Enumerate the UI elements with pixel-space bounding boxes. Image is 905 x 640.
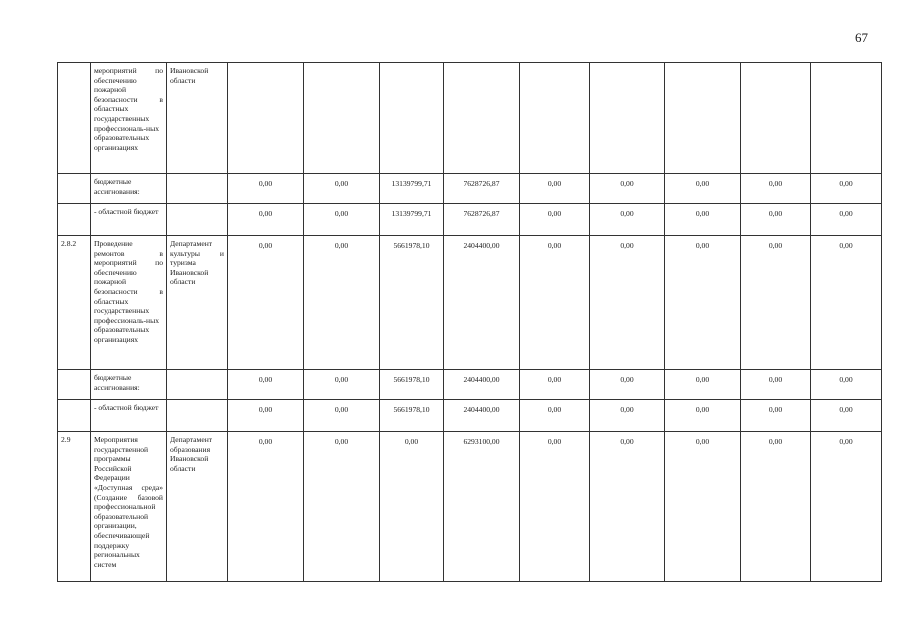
value-cell	[228, 63, 304, 174]
executor-cell	[167, 174, 228, 204]
value-cell: 0,00	[228, 370, 304, 400]
value-cell: 0,00	[520, 174, 590, 204]
value-cell: 7628726,87	[444, 174, 520, 204]
value-cell: 0,00	[665, 432, 741, 582]
value-cell: 0,00	[304, 236, 380, 370]
value-cell: 0,00	[520, 236, 590, 370]
value-cell	[811, 63, 882, 174]
row-number-cell	[58, 400, 91, 432]
table-row	[58, 370, 882, 400]
executor-cell	[167, 204, 228, 236]
value-cell: 0,00	[741, 400, 811, 432]
activity-name-cell: Мероприятия государственной программы Российской Федерации «Доступная среда» (Создание базовой профессиональной образовательной организации, обеспечивающей поддержку региональных систем	[91, 432, 167, 582]
value-cell: 2404400,00	[444, 400, 520, 432]
activity-name-cell: бюджетные ассигнования:	[91, 370, 167, 400]
activity-name-cell: - областной бюджет	[91, 204, 167, 236]
value-cell	[304, 63, 380, 174]
value-cell	[444, 63, 520, 174]
value-cell: 0,00	[590, 400, 665, 432]
value-cell: 0,00	[590, 432, 665, 582]
value-cell: 0,00	[520, 370, 590, 400]
value-cell: 0,00	[811, 174, 882, 204]
executor-cell: Департамент культуры и туризма Ивановской области	[167, 236, 228, 370]
activity-name-cell: мероприятий по обеспечению пожарной безопасности в областных государственных профессиональ-ных образовательных организациях	[91, 63, 167, 174]
value-cell	[590, 63, 665, 174]
value-cell: 0,00	[665, 204, 741, 236]
value-cell: 0,00	[811, 204, 882, 236]
value-cell: 0,00	[665, 370, 741, 400]
table-row	[58, 236, 882, 370]
table-row	[58, 432, 882, 582]
activity-name-cell: бюджетные ассигнования:	[91, 174, 167, 204]
value-cell: 0,00	[811, 400, 882, 432]
value-cell: 2404400,00	[444, 370, 520, 400]
value-cell: 0,00	[741, 370, 811, 400]
value-cell: 13139799,71	[380, 204, 444, 236]
value-cell: 0,00	[520, 204, 590, 236]
value-cell: 0,00	[520, 400, 590, 432]
row-number-cell	[58, 174, 91, 204]
value-cell: 0,00	[590, 370, 665, 400]
value-cell	[520, 63, 590, 174]
executor-cell	[167, 370, 228, 400]
value-cell: 0,00	[304, 400, 380, 432]
value-cell: 2404400,00	[444, 236, 520, 370]
value-cell: 0,00	[228, 204, 304, 236]
row-number-cell	[58, 204, 91, 236]
value-cell: 0,00	[741, 236, 811, 370]
value-cell	[741, 63, 811, 174]
value-cell: 0,00	[741, 432, 811, 582]
value-cell: 0,00	[304, 204, 380, 236]
value-cell: 0,00	[590, 174, 665, 204]
value-cell: 7628726,87	[444, 204, 520, 236]
value-cell: 0,00	[811, 236, 882, 370]
value-cell: 5661978,10	[380, 400, 444, 432]
value-cell: 5661978,10	[380, 370, 444, 400]
value-cell: 0,00	[811, 432, 882, 582]
value-cell	[665, 63, 741, 174]
value-cell: 0,00	[590, 204, 665, 236]
value-cell: 0,00	[380, 432, 444, 582]
value-cell: 0,00	[665, 236, 741, 370]
table-row	[58, 63, 882, 174]
row-number-cell	[58, 63, 91, 174]
value-cell: 0,00	[811, 370, 882, 400]
row-number-cell	[58, 370, 91, 400]
table-row	[58, 400, 882, 432]
value-cell: 0,00	[590, 236, 665, 370]
table-row	[58, 174, 882, 204]
value-cell: 13139799,71	[380, 174, 444, 204]
value-cell: 0,00	[228, 432, 304, 582]
value-cell: 0,00	[304, 432, 380, 582]
row-number-cell: 2.8.2	[58, 236, 91, 370]
activity-name-cell: Проведение ремонтов в мероприятий по обеспечению пожарной безопасности в областных государственных профессиональ-ных образовательных организациях	[91, 236, 167, 370]
budget-table	[57, 62, 882, 582]
value-cell: 5661978,10	[380, 236, 444, 370]
value-cell: 0,00	[741, 174, 811, 204]
value-cell: 0,00	[304, 370, 380, 400]
value-cell: 0,00	[665, 400, 741, 432]
table-row	[58, 204, 882, 236]
executor-cell: Ивановской области	[167, 63, 228, 174]
executor-cell: Департамент образования Ивановской области	[167, 432, 228, 582]
value-cell: 0,00	[665, 174, 741, 204]
activity-name-cell: - областной бюджет	[91, 400, 167, 432]
value-cell: 0,00	[520, 432, 590, 582]
value-cell: 0,00	[304, 174, 380, 204]
value-cell	[380, 63, 444, 174]
executor-cell	[167, 400, 228, 432]
value-cell: 6293100,00	[444, 432, 520, 582]
value-cell: 0,00	[741, 204, 811, 236]
value-cell: 0,00	[228, 400, 304, 432]
page-number: 67	[855, 30, 868, 45]
value-cell: 0,00	[228, 174, 304, 204]
value-cell: 0,00	[228, 236, 304, 370]
row-number-cell: 2.9	[58, 432, 91, 582]
